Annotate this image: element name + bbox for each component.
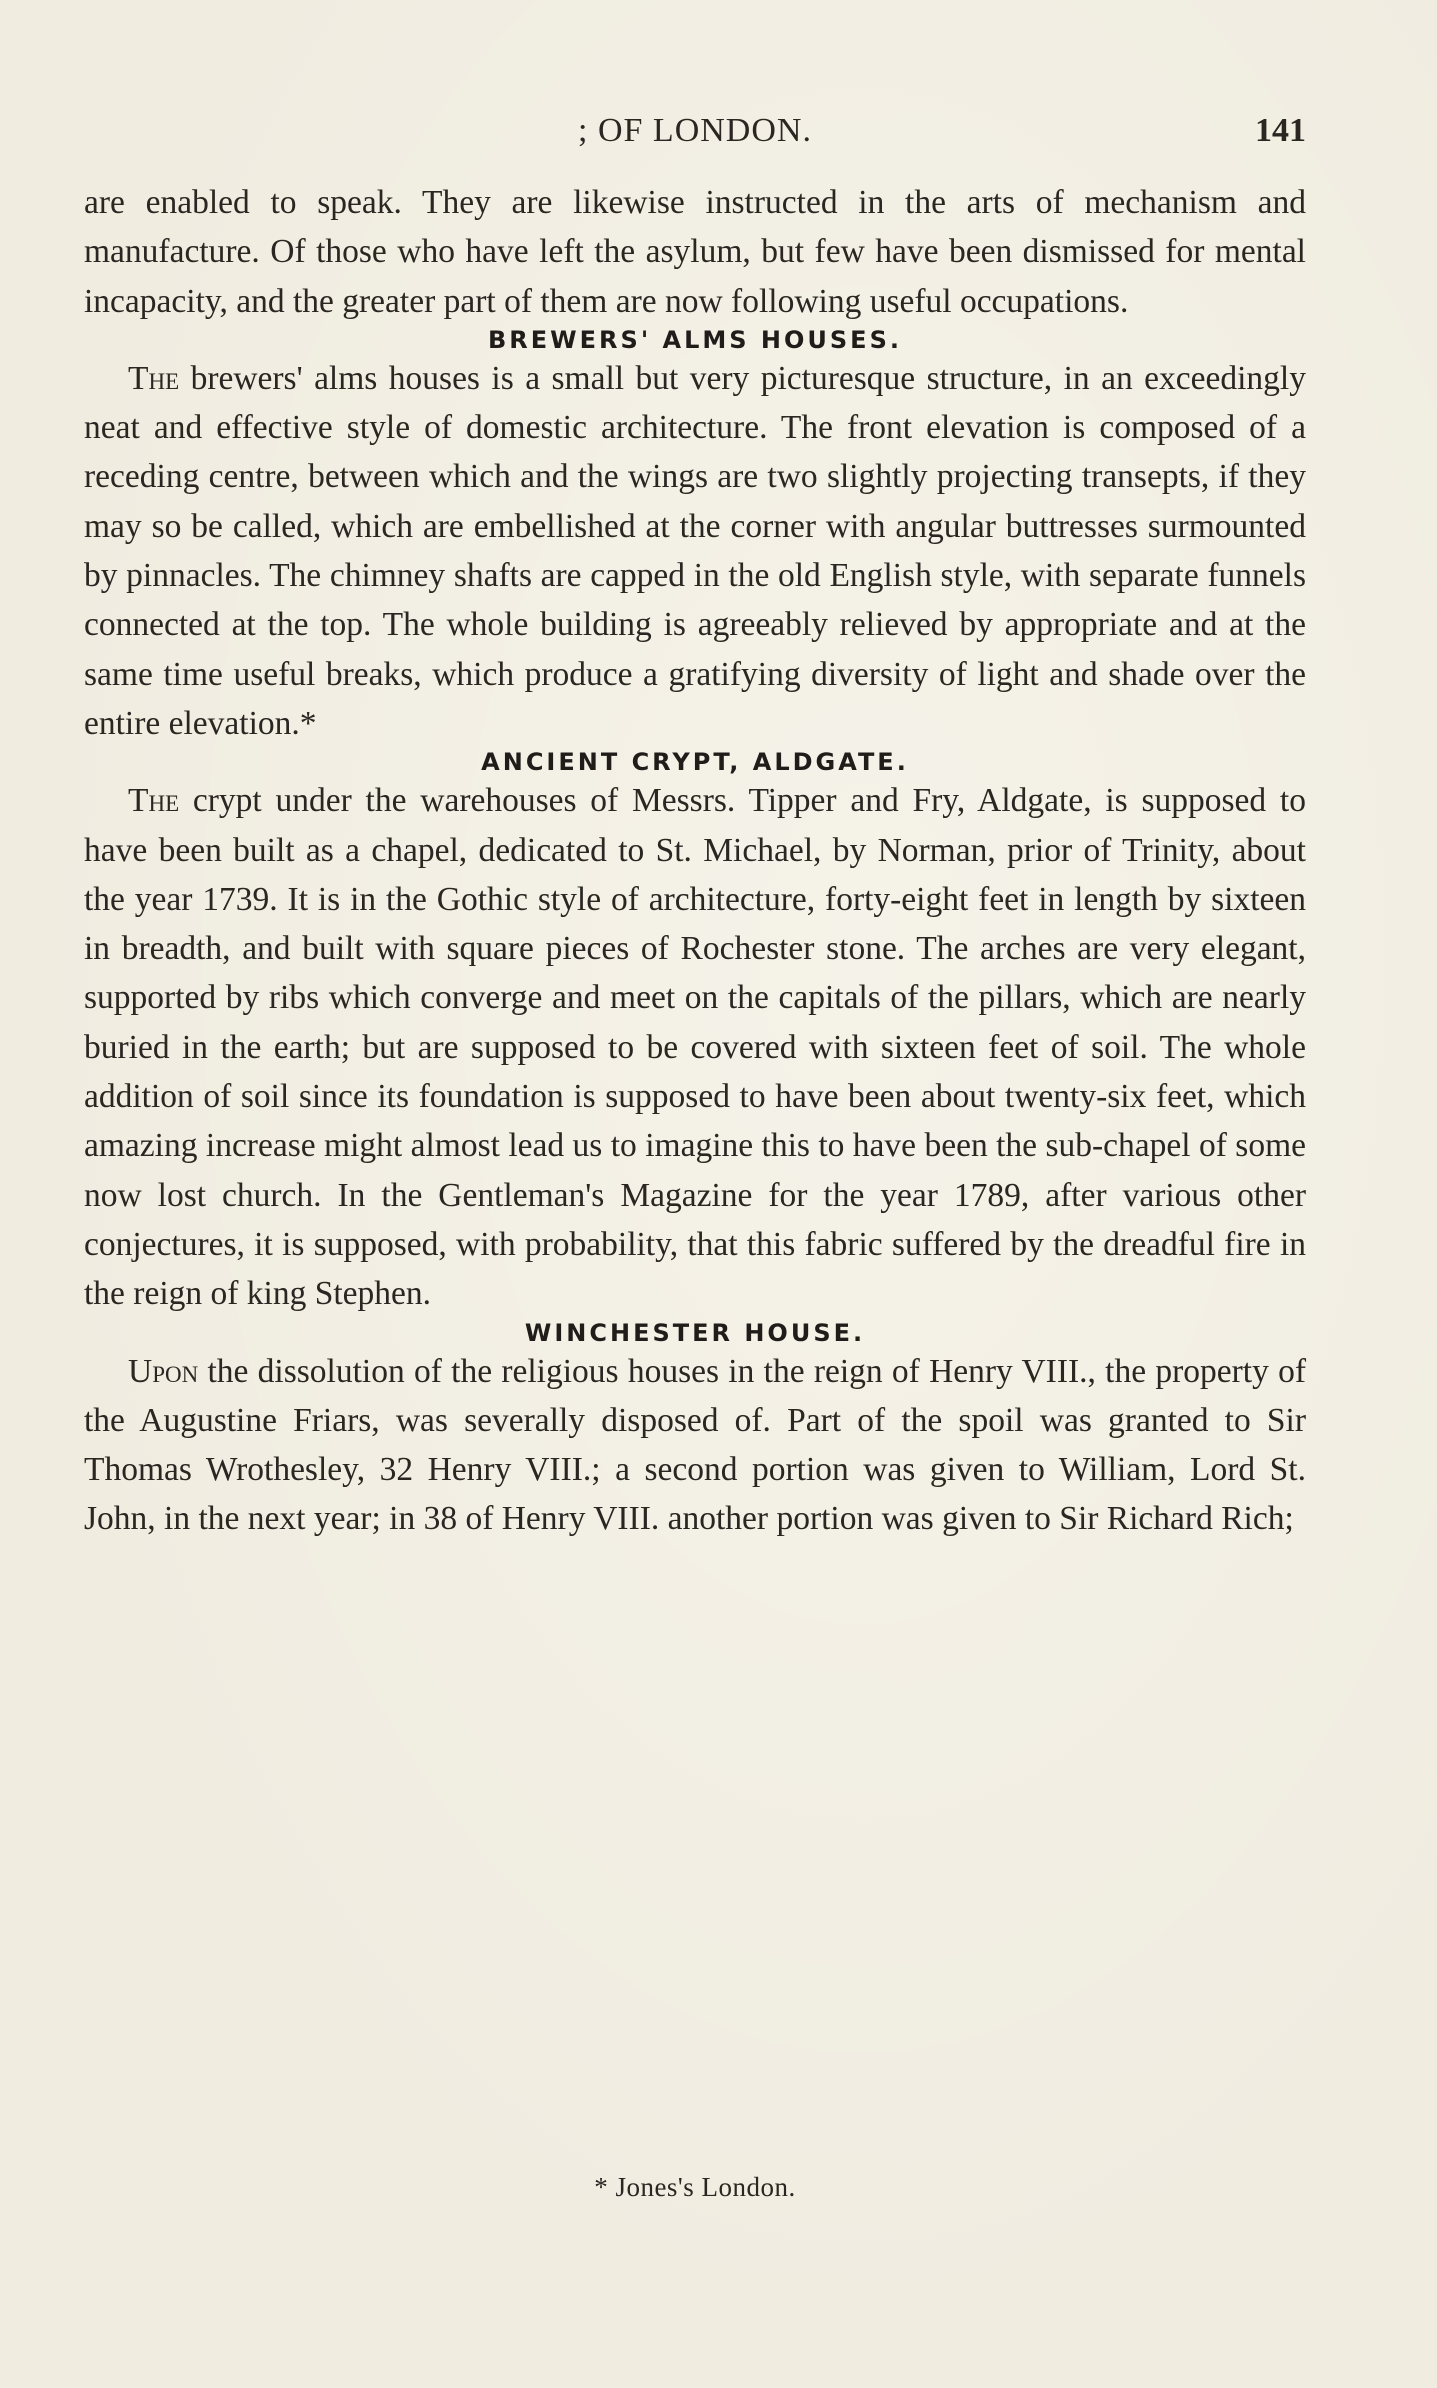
body-text — [84, 178, 1306, 1544]
page-number: 141 — [1255, 112, 1306, 149]
intro-paragraph: are enabled to speak. They are likewise instructed in the arts of mechanism and manufacture. Of those who have left the asylum, but few have been dismissed for mental incapacity, and the greater part of them are now following useful occupations. — [84, 184, 1306, 320]
section-heading-winchester-house: WINCHESTER HOUSE. — [524, 1318, 866, 1347]
paragraph-brewers-alms-houses — [84, 354, 1306, 748]
running-title: ; OF LONDON. — [578, 112, 812, 149]
section-heading-ancient-crypt: ANCIENT CRYPT, ALDGATE. — [481, 748, 909, 777]
footnote: * Jones's London. — [594, 2172, 796, 2202]
running-head — [84, 112, 1306, 162]
section-heading-brewers-alms-houses: BREWERS' ALMS HOUSES. — [488, 325, 902, 354]
paragraph-text: crypt under the warehouses of Messrs. Tipper and Fry, Aldgate, is supposed to have been built as a chapel, dedicated to St. Michael, by Norman, prior of Trinity, about the year 1739. It is in the Gothic style of architecture, forty-eight feet in length by sixteen in breadth, and built with square pieces of Rochester stone. The arches are very elegant, supported by ribs which converge and meet on the capitals of the pillars, which are nearly buried in the earth; but are supposed to be covered with sixteen feet of soil. The whole addition of soil since its foundation is supposed to have been about twenty-six feet, which amazing increase might almost lead us to imagine this to have been the sub-chapel of some now lost church. In the Gentleman's Magazine for the year 1789, after various other conjectures, it is supposed, with probability, that this fabric suffered by the dreadful fire in the reign of king Stephen. — [84, 782, 1306, 1313]
paragraph-ancient-crypt — [84, 776, 1306, 1318]
lead-word: The — [128, 782, 180, 820]
lead-word: The — [128, 359, 180, 397]
paragraph-text: the dissolution of the religious houses in the reign of Henry VIII., the property of the Augustine Friars, was severally disposed of. Part of the spoil was granted to Sir Thomas Wrothesley, 32 Henry VIII.; a second portion was given to William, Lord St. John, in the next year; in 38 of Henry VIII. another portion was given to Sir Richard Rich; — [84, 1352, 1306, 1538]
lead-word: Upon — [128, 1352, 199, 1390]
paragraph-winchester-house — [84, 1347, 1306, 1544]
paragraph-text: brewers' alms houses is a small but very picturesque structure, in an exceedingly neat and effective style of domestic architecture. The front elevation is composed of a receding centre, between which and the wings are two slightly projecting transepts, if they may so be called, which are embellished at the corner with angular buttresses surmounted by pinnacles. The chimney shafts are capped in the old English style, with separate funnels connected at the top. The whole building is agreeably relieved by appropriate and at the same time useful breaks, which produce a gratifying diversity of light and shade over the entire elevation.* — [84, 359, 1306, 742]
